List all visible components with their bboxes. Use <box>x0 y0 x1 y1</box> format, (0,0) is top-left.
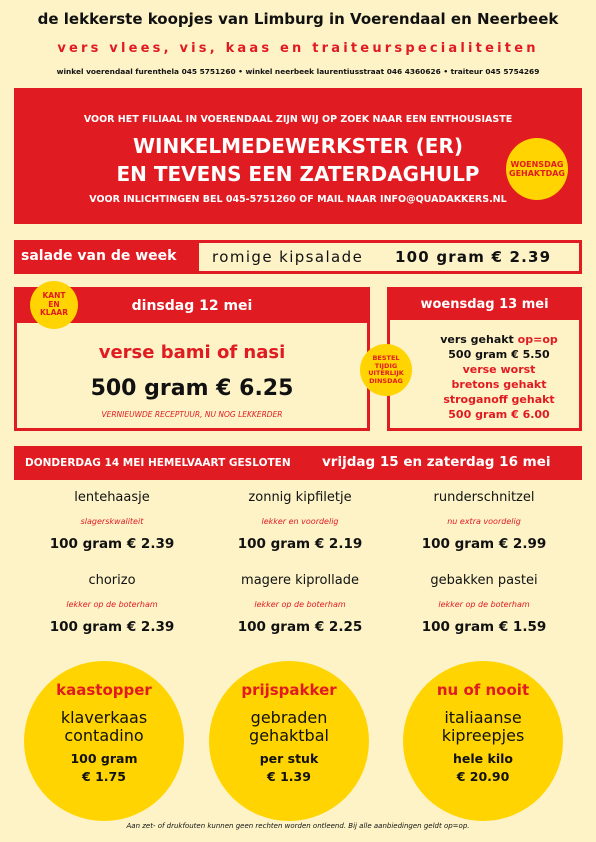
weekend-product <box>18 573 206 635</box>
gehaktdag-badge-line1: WOENSDAG <box>510 160 564 169</box>
wednesday-item2-price: 500 gram € 6.00 <box>448 408 550 421</box>
salad-label: salade van de week <box>21 248 177 264</box>
vacancy-banner <box>14 88 582 224</box>
weekend-product-price: 100 gram € 2.39 <box>49 536 175 552</box>
wednesday-item2c: stroganoff gehakt <box>443 393 555 406</box>
weekend-product-note: slagerskwaliteit <box>80 517 144 526</box>
weekend-product <box>206 573 394 635</box>
weekend-product <box>18 490 206 552</box>
deal-tag: kaastopper <box>56 681 152 699</box>
weekend-product-note: nu extra voordelig <box>447 517 521 526</box>
kant-en-klaar-badge-line3: KLAAR <box>40 308 68 318</box>
weekend-product-price: 100 gram € 2.25 <box>237 619 363 635</box>
deal-price: € 1.75 <box>82 769 126 784</box>
weekend-product-name: gebakken pastei <box>430 573 538 588</box>
weekend-product-note: lekker en voordelig <box>261 517 339 526</box>
weekend-product-price: 100 gram € 2.19 <box>237 536 363 552</box>
deal-name-line2: contadino <box>64 726 144 745</box>
weekend-product-price: 100 gram € 2.39 <box>49 619 175 635</box>
bestel-badge-line1: BESTEL <box>372 354 400 362</box>
vacancy-title-2: EN TEVENS EEN ZATERDAGHULP <box>116 162 480 186</box>
wednesday-offer <box>387 287 582 431</box>
bestel-tijdig-badge <box>360 344 412 396</box>
kant-en-klaar-badge-line1: KANT <box>42 291 66 301</box>
deal-circle <box>209 661 369 821</box>
wednesday-header <box>390 290 579 320</box>
kant-en-klaar-badge-line2: EN <box>48 299 60 309</box>
weekend-product-name: runderschnitzel <box>433 490 535 505</box>
deal-name-line1: italiaanse <box>444 708 522 727</box>
salad-price: 100 gram € 2.39 <box>395 248 552 266</box>
salad-offer-box <box>199 243 579 271</box>
kant-en-klaar-badge <box>30 281 78 329</box>
deal-name-line2: gehaktbal <box>249 726 329 745</box>
tuesday-header-label: dinsdag 12 mei <box>131 298 253 314</box>
bestel-badge-line4: DINSDAG <box>369 376 403 385</box>
salad-banner <box>14 240 582 274</box>
weekend-product <box>390 573 578 635</box>
deal-tag: nu of nooit <box>436 681 530 699</box>
weekend-product-name: lentehaasje <box>74 490 150 505</box>
deal-unit: hele kilo <box>453 751 513 766</box>
deal-price: € 20.90 <box>456 769 510 784</box>
wednesday-items <box>424 332 574 422</box>
footer-disclaimer: Aan zet- of drukfouten kunnen geen rechten worden ontleend. Bij alle aanbiedingen geldt op=op. <box>126 822 470 830</box>
tuesday-price: 500 gram € 6.25 <box>90 376 294 401</box>
deal-tag: prijspakker <box>241 681 337 699</box>
vacancy-contact: VOOR INLICHTINGEN BEL 045-5751260 OF MAIL NAAR INFO@QUADAKKERS.NL <box>89 194 507 205</box>
gehaktdag-badge <box>506 138 568 200</box>
weekend-banner <box>14 446 582 480</box>
deal-circle <box>403 661 563 821</box>
weekend-days: vrijdag 15 en zaterdag 16 mei <box>322 454 551 470</box>
deal-unit: 100 gram <box>70 751 138 766</box>
wednesday-item2b: bretons gehakt <box>451 378 547 391</box>
bestel-badge-line3: UITERLIJK <box>368 369 404 377</box>
deal-name-line1: gebraden <box>250 708 328 727</box>
weekend-closed-notice: DONDERDAG 14 MEI HEMELVAART GESLOTEN <box>25 457 291 469</box>
salad-product: romige kipsalade <box>212 248 364 266</box>
weekend-product-note: lekker op de boterham <box>66 600 158 609</box>
wednesday-item1: vers gehakt <box>440 333 514 346</box>
deal-unit: per stuk <box>259 751 319 766</box>
wednesday-item1-price: 500 gram € 5.50 <box>448 348 550 361</box>
tuesday-product: verse bami of nasi <box>98 342 286 363</box>
deal-name-line2: kipreepjes <box>441 726 525 745</box>
wednesday-header-label: woensdag 13 mei <box>420 297 549 312</box>
deal-circle <box>24 661 184 821</box>
deal-price: € 1.39 <box>267 769 311 784</box>
weekend-product-name: chorizo <box>88 573 136 588</box>
deal-name-line1: klaverkaas <box>60 708 148 727</box>
bestel-badge-line2: TIJDIG <box>374 361 398 370</box>
header-subtitle: vers vlees, vis, kaas en traiteurspecialiteiten <box>57 41 539 56</box>
weekend-product-price: 100 gram € 1.59 <box>421 619 547 635</box>
wednesday-item2a: verse worst <box>462 363 536 376</box>
vacancy-intro: VOOR HET FILIAAL IN VOERENDAAL ZIJN WIJ OP ZOEK NAAR EEN ENTHOUSIASTE <box>83 114 513 125</box>
tuesday-note: VERNIEUWDE RECEPTUUR, NU NOG LEKKERDER <box>101 410 283 419</box>
weekend-product-note: lekker op de boterham <box>254 600 346 609</box>
header-title: de lekkerste koopjes van Limburg in Voerendaal en Neerbeek <box>37 10 559 28</box>
weekend-product <box>206 490 394 552</box>
weekend-product-name: zonnig kipfiletje <box>248 490 352 505</box>
gehaktdag-badge-line2: GEHAKTDAG <box>509 169 565 178</box>
weekend-product-name: magere kiprollade <box>241 573 359 588</box>
vacancy-title-1: WINKELMEDEWERKSTER (ER) <box>132 134 463 158</box>
weekend-product-note: lekker op de boterham <box>438 600 530 609</box>
wednesday-item1-tag: op=op <box>517 333 558 346</box>
weekend-product-price: 100 gram € 2.99 <box>421 536 547 552</box>
weekend-product <box>390 490 578 552</box>
header-addresses: winkel voerendaal furenthela 045 5751260 • winkel neerbeek laurentiusstraat 046 4360626 • traiteur 045 5754269 <box>56 67 540 76</box>
